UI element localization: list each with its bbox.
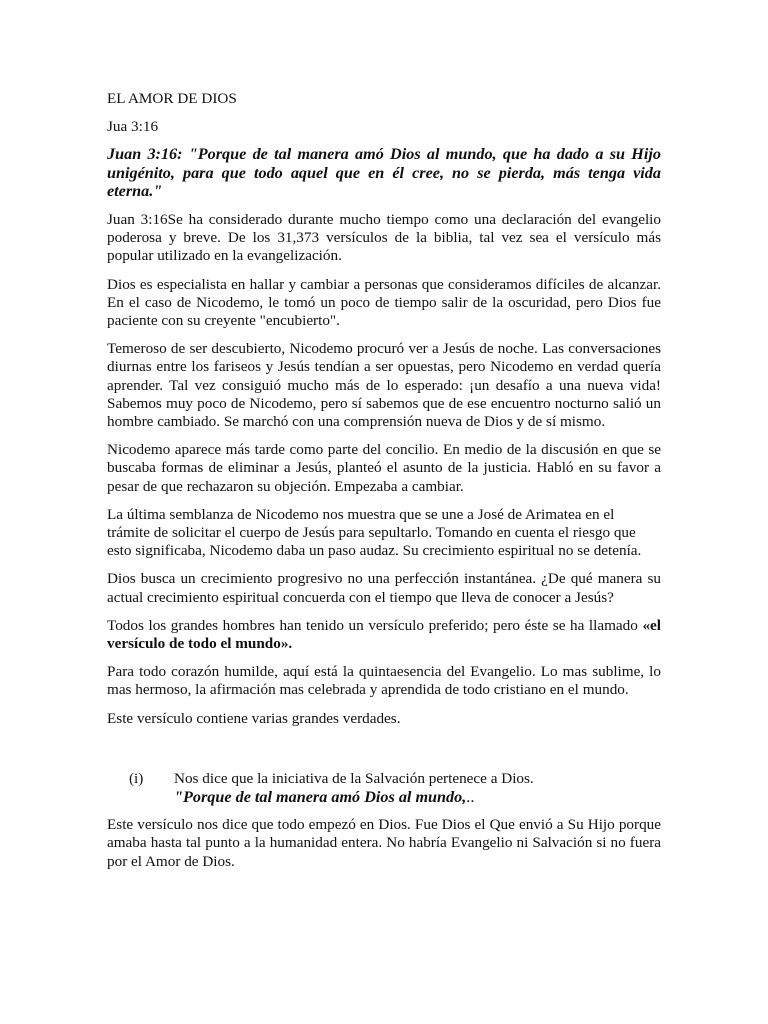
list-item-quote-tail: .. (466, 787, 475, 806)
paragraph: Dios busca un crecimiento progresivo no una perfección instantánea. ¿De qué manera su actual crecimiento espiritual concuerda con el tiempo que lleva de conocer a Jesús? (107, 570, 661, 606)
list-item-text: Nos dice que la iniciativa de la Salvación pertenece a Dios. (174, 769, 534, 787)
verse-name-paragraph (107, 617, 661, 653)
paragraph: Juan 3:16Se ha considerado durante mucho tiempo como una declaración del evangelio poderosa y breve. De los 31,373 versículos de la biblia, tal vez sea el versículo más popular utilizado en la evangelización. (107, 210, 661, 265)
numbered-list-item (107, 770, 661, 806)
document-title: EL AMOR DE DIOS (107, 90, 237, 107)
list-item-quote (174, 788, 661, 806)
verse-quote: Juan 3:16: "Porque de tal manera amó Dios al mundo, que ha dado a su Hijo unigénito, para que todo aquel que en él cree, no se pierda, más tenga vida eterna." (107, 145, 661, 201)
list-item-number: (i) (129, 769, 144, 787)
paragraph: La última semblanza de Nicodemo nos muestra que se une a José de Arimatea en el trámite de solicitar el cuerpo de Jesús para sepultarlo. Tomando en cuenta el riesgo que esto significaba, Nicodemo daba un paso audaz. Su crecimiento espiritual no se detenía. (107, 505, 642, 560)
paragraph: Temeroso de ser descubierto, Nicodemo procuró ver a Jesús de noche. Las conversaciones diurnas entre los fariseos y Jesús tendían a ser opuestas, pero Nicodemo en verdad quería aprender. Tal vez consiguió mucho más de lo esperado: ¡un desafío a una nueva vida! Sabemos muy poco de Nicodemo, pero sí sabemos que de ese encuentro nocturno salió un hombre cambiado. Se marchó con una comprensión nueva de Dios y de sí mismo. (107, 340, 661, 430)
verse-name-bold: «el versículo de todo el mundo». (107, 616, 661, 652)
paragraph: Nicodemo aparece más tarde como parte del concilio. En medio de la discusión en que se buscaba formas de eliminar a Jesús, planteó el asunto de la justicia. Habló en su favor a pesar de que rechazaron su objeción. Empezaba a cambiar. (107, 441, 661, 495)
list-item-quote-text: "Porque de tal manera amó Dios al mundo, (174, 787, 467, 806)
paragraph: Dios es especialista en hallar y cambiar a personas que consideramos difíciles de alcanzar. En el caso de Nicodemo, le tomó un poco de tiempo salir de la oscuridad, pero Dios fue paciente con su creyente "encubierto". (107, 275, 661, 329)
paragraph: Para todo corazón humilde, aquí está la quintaesencia del Evangelio. Lo mas sublime, lo mas hermoso, la afirmación mas celebrada y aprendida de todo cristiano en el mundo. (107, 663, 661, 699)
closing-paragraph: Este versículo nos dice que todo empezó en Dios. Fue Dios el Que envió a Su Hijo porque amaba hasta tal punto a la humanidad entera. No habría Evangelio ni Salvación si no fuera por el Amor de Dios. (107, 816, 661, 870)
verse-reference: Jua 3:16 (107, 118, 159, 136)
paragraph: Este versículo contiene varias grandes verdades. (107, 709, 401, 727)
document-body (107, 90, 661, 881)
verse-name-intro: Todos los grandes hombres han tenido un versículo preferido; pero éste se ha llamado (107, 616, 643, 634)
